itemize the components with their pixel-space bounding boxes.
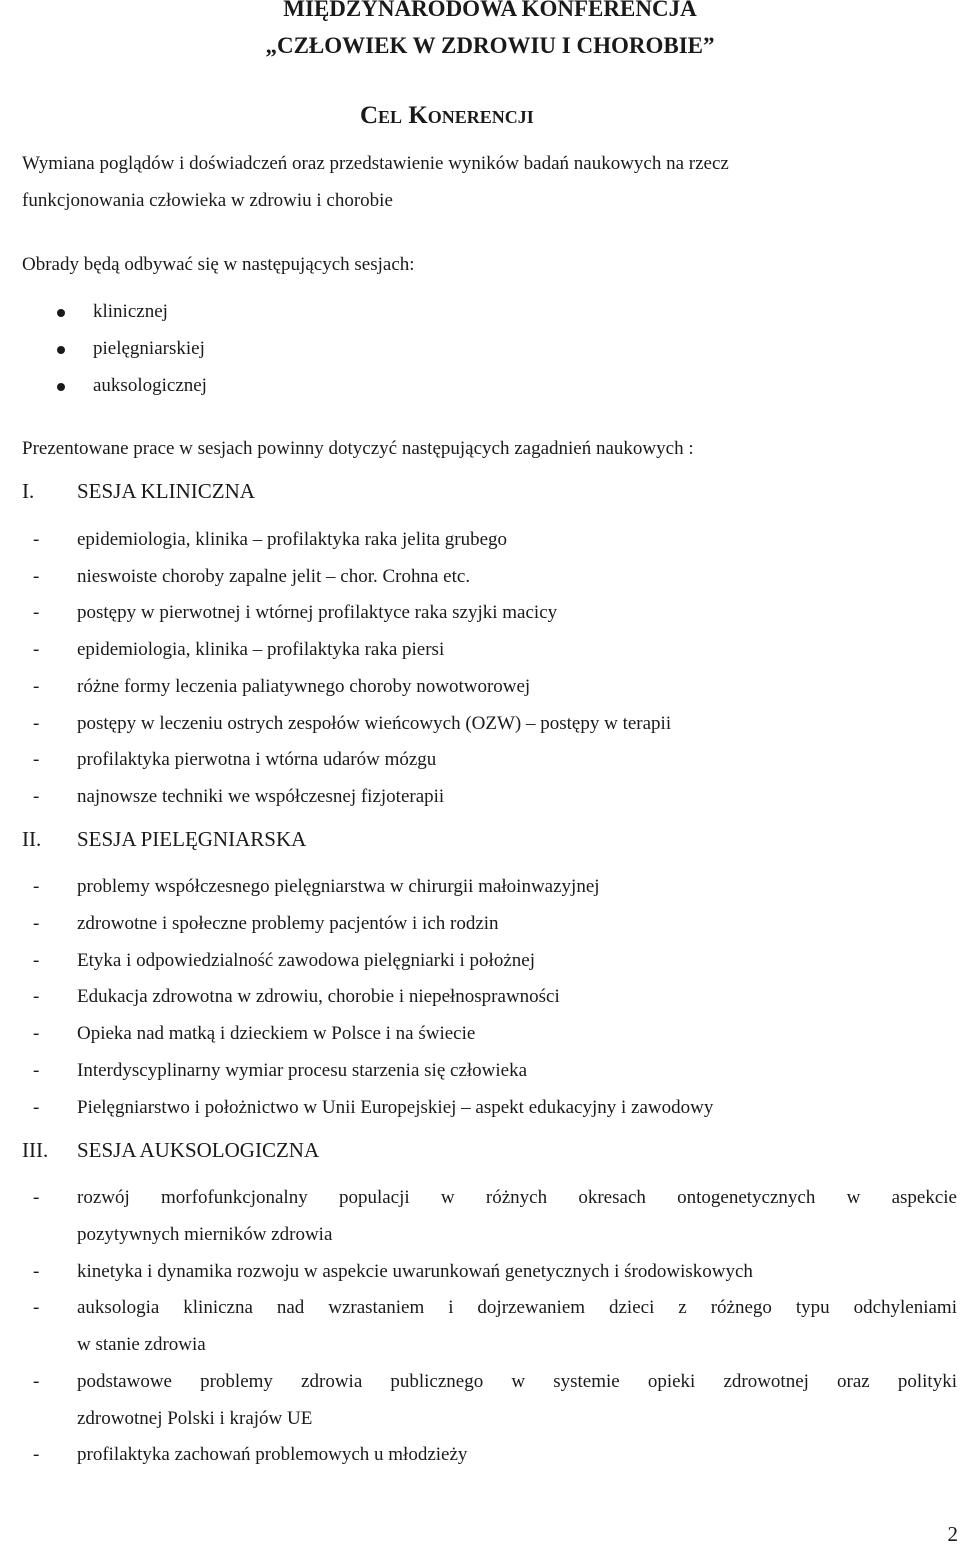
list-dash: - — [33, 529, 40, 550]
list-dash: - — [33, 1371, 40, 1392]
title-line-2: „CZŁOWIEK W ZDROWIU I CHOROBIE” — [265, 33, 715, 58]
list-item-continuation: zdrowotnej Polski i krajów UE — [77, 1408, 313, 1429]
list-dash: - — [33, 713, 40, 734]
list-item: najnowsze techniki we współczesnej fizjoterapii — [77, 786, 445, 807]
list-item: nieswoiste choroby zapalne jelit – chor. Crohna etc. — [77, 566, 471, 587]
section-2-number: II. — [22, 827, 42, 851]
bullet-icon — [54, 306, 68, 320]
list-item-continuation: w stanie zdrowia — [77, 1334, 206, 1355]
list-item: auksologia kliniczna nad wzrastaniem i dojrzewaniem dzieci z różnego typu odchyleniami — [77, 1297, 957, 1318]
list-dash: - — [33, 1261, 40, 1282]
intro-line-2: funkcjonowania człowieka w zdrowiu i chorobie — [22, 190, 393, 211]
list-item-continuation: pozytywnych mierników zdrowia — [77, 1224, 333, 1245]
list-dash: - — [33, 749, 40, 770]
list-dash: - — [33, 1297, 40, 1318]
section-3-heading: SESJA AUKSOLOGICZNA — [77, 1138, 320, 1162]
list-item: rozwój morfofunkcjonalny populacji w różnych okresach ontogenetycznych w aspekcie — [77, 1187, 957, 1208]
list-item: kinetyka i dynamika rozwoju w aspekcie uwarunkowań genetycznych i środowiskowych — [77, 1261, 753, 1282]
list-dash: - — [33, 639, 40, 660]
topics-intro: Prezentowane prace w sesjach powinny dotyczyć następujących zagadnień naukowych : — [22, 438, 694, 459]
list-dash: - — [33, 876, 40, 897]
section-2-heading: SESJA PIELĘGNIARSKA — [77, 827, 307, 851]
list-item: zdrowotne i społeczne problemy pacjentów i ich rodzin — [77, 913, 499, 934]
list-dash: - — [33, 676, 40, 697]
list-dash: - — [33, 1060, 40, 1081]
session-item: auksologicznej — [93, 375, 207, 396]
list-dash: - — [33, 913, 40, 934]
list-item: Pielęgniarstwo i położnictwo w Unii Europejskiej – aspekt edukacyjny i zawodowy — [77, 1097, 714, 1118]
list-item: Etyka i odpowiedzialność zawodowa pielęgniarki i położnej — [77, 950, 535, 971]
list-item: różne formy leczenia paliatywnego choroby nowotworowej — [77, 676, 531, 697]
page-number: 2 — [947, 1522, 958, 1546]
intro-line-1: Wymiana poglądów i doświadczeń oraz przedstawienie wyników badań naukowych na rzecz — [22, 153, 729, 174]
session-item: klinicznej — [93, 301, 168, 322]
bullet-icon — [54, 380, 68, 394]
list-dash: - — [33, 950, 40, 971]
list-dash: - — [33, 1023, 40, 1044]
list-dash: - — [33, 1187, 40, 1208]
list-item: Interdyscyplinarny wymiar procesu starzenia się człowieka — [77, 1060, 528, 1081]
list-item: Opieka nad matką i dzieckiem w Polsce i na świecie — [77, 1023, 476, 1044]
list-item: postępy w leczeniu ostrych zespołów wieńcowych (OZW) – postępy w terapii — [77, 713, 672, 734]
aim-heading: Cel Konerencji — [360, 102, 534, 129]
list-dash: - — [33, 786, 40, 807]
list-item: profilaktyka pierwotna i wtórna udarów mózgu — [77, 749, 437, 770]
list-item: epidemiologia, klinika – profilaktyka raka jelita grubego — [77, 529, 508, 550]
list-dash: - — [33, 566, 40, 587]
list-item: Edukacja zdrowotna w zdrowiu, chorobie i niepełnosprawności — [77, 986, 560, 1007]
sessions-intro: Obrady będą odbywać się w następujących sesjach: — [22, 254, 415, 275]
list-item: problemy współczesnego pielęgniarstwa w chirurgii małoinwazyjnej — [77, 876, 600, 897]
list-dash: - — [33, 1444, 40, 1465]
list-item: epidemiologia, klinika – profilaktyka raka piersi — [77, 639, 445, 660]
section-1-heading: SESJA KLINICZNA — [77, 479, 255, 503]
section-1-number: I. — [22, 479, 35, 503]
list-item: postępy w pierwotnej i wtórnej profilaktyce raka szyjki macicy — [77, 602, 558, 623]
title-line-1: MIĘDZYNARODOWA KONFERENCJA — [283, 0, 697, 21]
session-item: pielęgniarskiej — [93, 338, 205, 359]
bullet-icon — [54, 343, 68, 357]
list-item: profilaktyka zachowań problemowych u młodzieży — [77, 1444, 468, 1465]
section-3-number: III. — [22, 1138, 49, 1162]
list-dash: - — [33, 986, 40, 1007]
list-dash: - — [33, 1097, 40, 1118]
list-dash: - — [33, 602, 40, 623]
list-item: podstawowe problemy zdrowia publicznego w systemie opieki zdrowotnej oraz polityki — [77, 1371, 957, 1392]
